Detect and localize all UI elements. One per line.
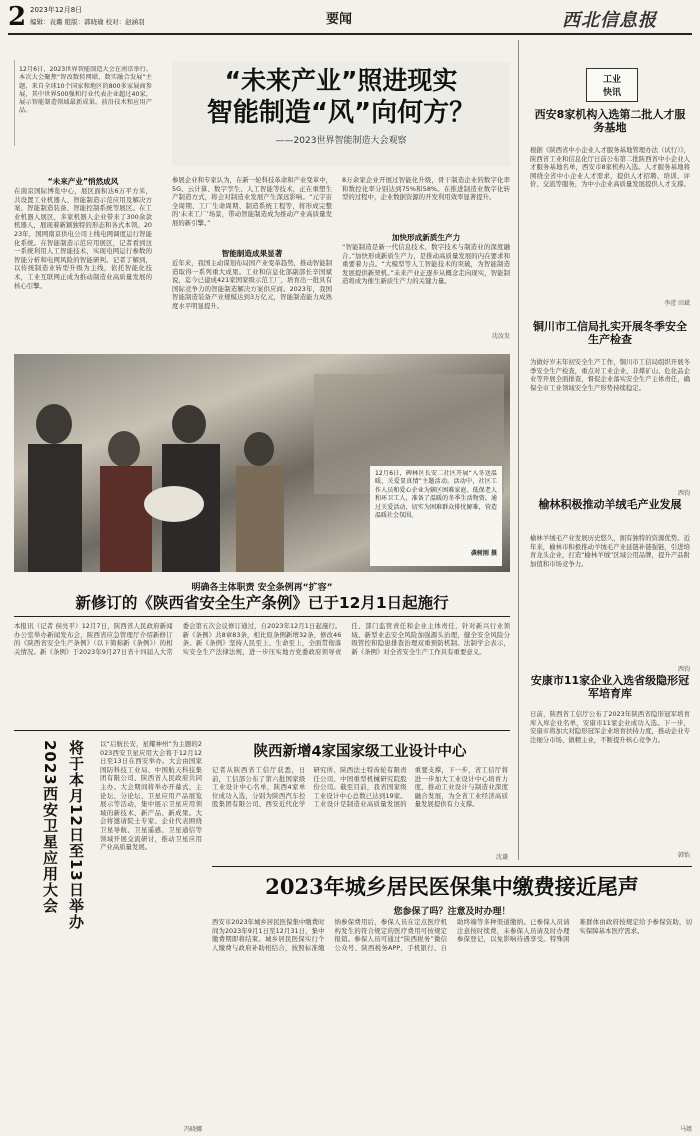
feature-subhead-2: 智能制造成果显著: [221, 249, 283, 258]
sidebar-news-4-title: 安康市11家企业入选省级隐形冠军培育库: [530, 674, 690, 701]
page-number: 2: [8, 2, 27, 32]
date-line: 2023年12月8日: [30, 6, 83, 14]
satellite-headline-1: 将于本月12日至13日举办: [67, 740, 85, 930]
regulation-kicker: 明确各主体职责 安全条例再“扩容”: [191, 583, 333, 593]
header-rule: [8, 33, 692, 35]
section-title: 要闻: [326, 12, 353, 27]
photo-caption: 12月6日，碑林区长安二社区开展“入冬送温暖，关爱显真情”主题活动。活动中，社区工作人员和爱心企业为辖区困难家庭、低保老人和环卫工人，准备了温暖的冬季生活物资。通过关爱活动，切实为困难群众排忧解难，营造温暖社会氛围。: [375, 470, 497, 520]
section-divider-1: [14, 730, 510, 731]
sidebar-news-1-title: 西安8家机构入选第二批人才服务基地: [534, 108, 686, 135]
sidebar-news-1-byline: 李滢 田斌: [664, 300, 690, 307]
staff-line: 编辑：袁璐 组版：郭晓瑜 校对：赵涵羽: [30, 18, 145, 26]
feature-paragraph-2: 参展企业和专家认为，在新一轮科技革命和产业变革中，5G、云计算、数字孪生、人工智能等技术，正在重塑生产制造方式，将会对制造业发展产生深远影响。“元宇宙全周期、工厂生命周期、制造系统工程等，将形成完整的‘未来工厂’场景，带动智能制造成为推动产业高质量发展的新引擎。”: [172, 176, 332, 227]
design-headline: 陕西新增4家国家级工业设计中心: [253, 744, 467, 760]
photo-caption-box: [370, 466, 502, 566]
news-photo: [14, 354, 510, 572]
sidebar-news-3-title: 榆林积极推动羊绒毛产业发展: [538, 498, 682, 511]
insurance-byline: 马姐: [679, 1126, 692, 1133]
sidebar-label: 工业: [602, 75, 621, 85]
feature-col-3: [342, 176, 510, 346]
insurance-text: 西安市2023年城乡居民医保集中缴费时间为2023年9月1日至12月31日，集中缴费期即将结束。城乡居民医保实行个人缴费与政府补助相结合，按照标准缴纳参保费用后，参保人员在定点医疗机构发生的符合规定的医疗费用可按规定报销。参保人员可通过“陕西税务”微信公众号、陕西税务APP、手机银行、自助终端等多种渠道缴纳。已参保人员请注意按时续费，未参保人员请及时办理参保登记，以免影响待遇享受。特殊困难群体由政府按规定给予参保资助，切实保障基本医疗需求。: [212, 918, 692, 952]
regulation-text: 本报讯（记者 侯亮平）12月7日，陕西省人民政府新闻办公室举办新闻发布会，陕西省应急管理厅介绍新修订的《陕西省安全生产条例》（以下简称新《条例》）的相关情况。新《条例》于2023年9月27日省十四届人大常委会第五次会议修订通过，自2023年12月1日起施行。新《条例》共8章83条，相比原条例新增32条，修改46条。新《条例》坚持人民至上、生命至上，全面贯彻落实安全生产法律法规，进一步压实地方党委政府领导责任、部门监管责任和企业主体责任，针对新兴行业领域、新型业态安全风险加强源头治理，健全安全风险分级管控和隐患排查治理双重预防机制。法制学会表示，新《条例》对全省安全生产工作具有重要意义。: [14, 622, 510, 656]
regulation-rule: [14, 616, 510, 617]
sidebar-news-2-byline: 西钧: [677, 490, 690, 497]
sidebar-news-3-byline: 西钧: [677, 666, 690, 673]
feature-headline-1: “未来产业”照进现实: [224, 66, 458, 95]
satellite-headline-2: 2023西安卫星应用大会: [41, 740, 59, 914]
sidebar-news-3-text: 榆林羊绒毛产业发展历史悠久，拥有独特的资源优势。近年来，榆林市积极推动羊绒毛产业延链补链强链，引进培育龙头企业，打造“榆林羊绒”区域公用品牌，提升产品附加值和市场竞争力。: [530, 534, 690, 568]
insurance-headline: 2023年城乡居民医保集中缴费接近尾声: [265, 874, 639, 899]
satellite-byline: 冯晓娜: [183, 1126, 202, 1133]
satellite-text: 以“启航长安，星耀神州”为主题的2023西安卫星应用大会将于12月12日至13日在西安举办。大会由国家国防科技工业局、中国航天科技集团有限公司、陕西省人民政府共同主办。大会期间将举办开幕式、主论坛、分论坛、卫星应用产品展览展示等活动，集中展示卫星应用领域的新技术、新产品、新成果。大会将邀请院士专家、企业代表围绕卫星导航、卫星遥感、卫星通信等领域开展交流研讨，推动卫星应用产业高质量发展。: [100, 740, 202, 852]
feature-title-block: [172, 62, 510, 166]
feature-paragraph-5: “智能制造是新一代信息技术、数字技术与制造业的深度融合。”加快形成新质生产力，是推动高质量发展的内在要求和重要着力点。“大模型等人工智能技术的突破，为智能制造发展提供新契机。”未来产业正逐步从概念走向现实，智能制造将成为催生新质生产力的关键力量。: [342, 243, 510, 286]
intro-text: 12月6日，2023世界智能制造大会在南京举行。本次大会聚焦“智改数转网联、数实融合发展”主题，来自全球10个国家和地区的800多家展商参展，其中世界500强和行业代表企业超过40家，展示智能制造领域最新成果。前沿技术和应用产品。: [19, 66, 152, 115]
sidebar-sublabel: 快讯: [602, 88, 621, 98]
design-text: 记者从陕西省工信厅获悉，日前，工信部公布了第六批国家级工业设计中心名单，陕西4家单位成功入选，分别为陕西汽车控股集团有限公司、西安近代化学研究所、陕西法士特齿轮有限责任公司、中国重型机械研究院股份公司。截至目前，我省国家级工业设计中心总数已达到19家。工业设计是制造业高质量发展的重要支撑，下一步，省工信厅将进一步加大工业设计中心培育力度，推动工业设计与制造业深度融合发展，为全省工业经济高质量发展提供有力支撑。: [212, 766, 508, 809]
feature-paragraph-3: 近年来，我国主动谋划布局国产业变革趋势，推动智能制造取得一系列重大成果。工业和信息化部副部长辛国斌说，迄今已建成421家国家级示范工厂，培育出一批具有国际竞争力的智能制造解决方案供应商。2023年，我国智能制造装备产业规模达到3万亿元，智能制造能力成熟度水平明显提升。: [172, 259, 332, 310]
feature-col-1: [14, 176, 152, 344]
section-divider-2: [212, 866, 692, 867]
regulation-headline: 新修订的《陕西省安全生产条例》已于12月1日起施行: [75, 594, 449, 612]
feature-headline-2: 智能制造“风”向何方？: [206, 98, 476, 128]
insurance-subtitle: 您参保了吗？注意及时办理！: [393, 907, 511, 917]
masthead: 西北信息报: [562, 10, 657, 31]
feature-paragraph-1: 在南京国际博览中心，展区面积达6万平方米，共设置工业机器人、智能制造示范应用及解决方案、智能制造装备、智能控制系统等展区。在工业机器人展区，多家机器人企业带来了300余款机器人，展现着新颖独特的形态和各式本领。2023年，国网南京供电公司上线电网调度运行智能化系统。在智能制造示范应用展区，记者看到这一系统利用人工智能技术，实现电网运行参数的智能分析和电网风险的智能研判。记者了解到，以传统制造业转型升级为主线，依托智能化技术，工业互联网正成为推动制造业高质量发展的核心引擎。: [14, 187, 152, 290]
sidebar-label-box: [586, 68, 638, 102]
sidebar-news-4-byline: 韩怡: [677, 852, 690, 859]
feature-subhead-3: 加快形成新质生产力: [391, 233, 461, 242]
intro-box: [14, 60, 156, 146]
sidebar-news-1-text: 根据《陕西省中小企业人才服务基地管理办法（试行）》，陕西省工业和信息化厅日前公布第二批陕西省中小企业人才服务基地名单，西安市8家机构入选。人才服务基地将围绕全省中小企业人才需求，提供人才招聘、培训、评价、交流等服务，为中小企业高质量发展提供人才支撑。: [530, 146, 690, 189]
feature-paragraph-4: 8万余家企业开展过智能化升级，骨干制造企业的数字化率和数控化率分别达到75%和58%。在推进制造业数字化转型的过程中，企业数据资源的开发利用效率显著提升。: [342, 176, 510, 202]
sidebar-news-2-text: 为做好岁末年初安全生产工作，铜川市工信局组织开展冬季安全生产检查，重点对工业企业、非煤矿山、危化品企业等开展全面排查，督促企业落实安全生产主体责任，确保全市工业领域安全生产形势持续稳定。: [530, 358, 690, 392]
sidebar-news-4-text: 日前，陕西省工信厅公布了2023年陕西省隐形冠军培育库入库企业名单，安康市11家企业成功入选。下一步，安康市将加大对隐形冠军企业培育扶持力度，推动企业专注细分市场、做精主业，不断提升核心竞争力。: [530, 710, 690, 744]
photo-credit: 袭树刚 摄: [470, 550, 497, 557]
feature-col-2: [172, 176, 332, 346]
feature-subhead-1: “未来产业”悄然成风: [47, 177, 119, 186]
sidebar-news-2-title: 铜川市工信局扎实开展冬季安全生产检查: [533, 320, 687, 347]
feature-subtitle: ——2023世界智能制造大会观察: [275, 136, 407, 147]
design-byline: 沈谦: [495, 854, 508, 861]
feature-byline: 沈汝发: [491, 333, 510, 340]
sidebar-column-rule: [518, 40, 519, 860]
